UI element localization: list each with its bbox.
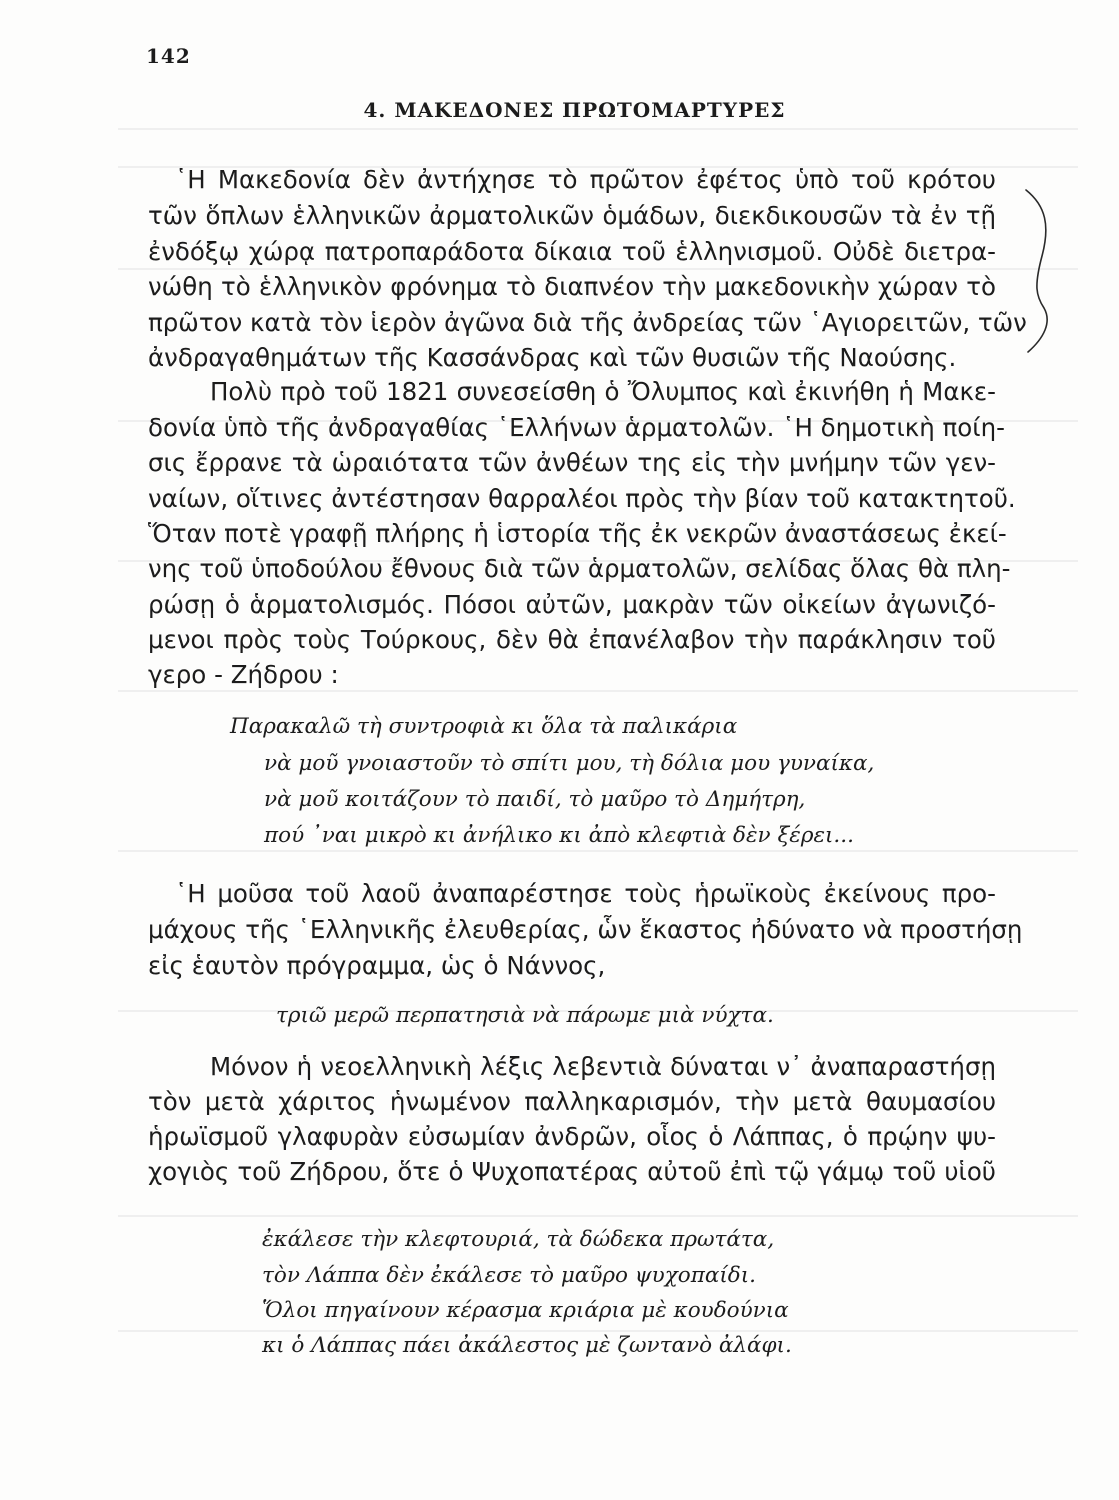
- paragraph-1-line: πρῶτον κατὰ τὸν ἱερὸν ἀγῶνα διὰ τῆς ἀνδρείας τῶν ῾Αγιορειτῶν, τῶν: [148, 308, 1027, 337]
- bleed-through-line: [118, 690, 1078, 692]
- verse-line: τριῶ μερῶ περπατησιὰ νὰ πάρωμε μιὰ νύχτα.: [276, 1003, 774, 1028]
- verse-line: ἐκάλεσε τὴν κλεφτουριά, τὰ δώδεκα πρωτάτα,: [262, 1227, 775, 1252]
- paragraph-1-line: ῾Η Μακεδονία δὲν ἀντήχησε τὸ πρῶτον ἐφέτος ὑπὸ τοῦ κρότου: [175, 165, 996, 194]
- paragraph-2-line: σις ἔρρανε τὰ ὡραιότατα τῶν ἀνθέων της εἰς τὴν μνήμην τῶν γεν-: [148, 448, 996, 477]
- paragraph-4-line: τὸν μετὰ χάριτος ἡνωμένον παλληκαρισμόν, τὴν μετὰ θαυμασίου: [148, 1087, 996, 1116]
- paragraph-3-line: μάχους τῆς ῾Ελληνικῆς ἐλευθερίας, ὧν ἕκαστος ἠδύνατο νὰ προστήσῃ: [148, 915, 1023, 944]
- paragraph-2-line: γερο - Ζήδρου :: [148, 660, 339, 689]
- verse-line: τὸν Λάππα δὲν ἐκάλεσε τὸ μαῦρο ψυχοπαίδι.: [262, 1263, 756, 1288]
- paragraph-2-line: νης τοῦ ὑποδούλου ἔθνους διὰ τῶν ἁρματολῶν, σελίδας ὅλας θὰ πλη-: [148, 554, 1011, 583]
- paragraph-2-line: ναίων, οἵτινες ἀντέστησαν θαρραλέοι πρὸς τὴν βίαν τοῦ κατακτητοῦ.: [148, 484, 1016, 513]
- verse-line: νὰ μοῦ κοιτάζουν τὸ παιδί, τὸ μαῦρο τὸ Δημήτρη,: [264, 787, 806, 812]
- paragraph-1-line: ἐνδόξῳ χώρᾳ πατροπαράδοτα δίκαια τοῦ ἑλληνισμοῦ. Οὐδὲ διετρα-: [148, 237, 996, 266]
- paragraph-3-line: ῾Η μοῦσα τοῦ λαοῦ ἀναπαρέστησε τοὺς ἡρωϊκοὺς ἐκείνους προ-: [175, 879, 996, 908]
- paragraph-4-line: ἡρωϊσμοῦ γλαφυρὰν εὐσωμίαν ἀνδρῶν, οἷος ὁ Λάππας, ὁ πρῴην ψυ-: [148, 1122, 996, 1151]
- paragraph-2-line: μενοι πρὸς τοὺς Τούρκους, δὲν θὰ ἐπανέλαβον τὴν παράκλησιν τοῦ: [148, 625, 996, 654]
- paragraph-1-line: ἀνδραγαθημάτων τῆς Κασσάνδρας καὶ τῶν θυσιῶν τῆς Ναούσης.: [148, 343, 957, 372]
- margin-bracket-mark: [1020, 186, 1060, 356]
- paragraph-2-line: δονία ὑπὸ τῆς ἀνδραγαθίας ῾Ελλήνων ἁρματολῶν. ῾Η δημοτικὴ ποίη-: [148, 413, 1005, 442]
- verse-line: Παρακαλῶ τὴ συντροφιὰ κι ὅλα τὰ παλικάρια: [230, 714, 738, 739]
- bleed-through-line: [118, 268, 1078, 270]
- bleed-through-line: [118, 850, 1078, 852]
- paragraph-2-line: ρώσῃ ὁ ἁρματολισμός. Πόσοι αὐτῶν, μακρὰν τῶν οἰκείων ἀγωνιζό-: [148, 590, 996, 619]
- paragraph-2-line: Πολὺ πρὸ τοῦ 1821 συνεσείσθη ὁ Ὄλυμπος καὶ ἐκινήθη ἡ Μακε-: [210, 377, 996, 406]
- bleed-through-line: [118, 1215, 1078, 1217]
- page-number: 142: [146, 44, 191, 68]
- verse-line: κι ὁ Λάππας πάει ἀκάλεστος μὲ ζωντανὸ ἀλάφι.: [262, 1333, 792, 1358]
- paragraph-4-line: Μόνον ἡ νεοελληνικὴ λέξις λεβεντιὰ δύναται ν᾿ ἀναπαραστήσῃ: [210, 1052, 996, 1081]
- verse-line: πού ᾿ναι μικρὸ κι ἀνήλικο κι ἀπὸ κλεφτιὰ δὲν ξέρει...: [264, 823, 854, 848]
- paragraph-2-line: Ὅταν ποτὲ γραφῇ πλήρης ἡ ἱστορία τῆς ἐκ νεκρῶν ἀναστάσεως ἐκεί-: [148, 519, 1007, 548]
- paragraph-1-line: τῶν ὅπλων ἑλληνικῶν ἀρματολικῶν ὁμάδων, διεκδικουσῶν τὰ ἐν τῇ: [148, 201, 996, 230]
- paragraph-3-line: εἰς ἑαυτὸν πρόγραμμα, ὡς ὁ Νάννος,: [148, 951, 606, 980]
- verse-line: νὰ μοῦ γνοιαστοῦν τὸ σπίτι μου, τὴ δόλια μου γυναίκα,: [264, 751, 875, 776]
- verse-line: Ὅλοι πηγαίνουν κέρασμα κριάρια μὲ κουδούνια: [262, 1298, 789, 1323]
- paragraph-4-line: χογιὸς τοῦ Ζήδρου, ὅτε ὁ Ψυχοπατέρας αὐτοῦ ἐπὶ τῷ γάμῳ τοῦ υἱοῦ: [148, 1157, 996, 1186]
- paragraph-1-line: νώθη τὸ ἑλληνικὸν φρόνημα τὸ διαπνέον τὴν μακεδονικὴν χώραν τὸ: [148, 272, 996, 301]
- chapter-title: 4. ΜΑΚΕΔΟΝΕΣ ΠΡΩΤΟΜΑΡΤΥΡΕΣ: [363, 98, 786, 122]
- bleed-through-line: [118, 128, 1078, 130]
